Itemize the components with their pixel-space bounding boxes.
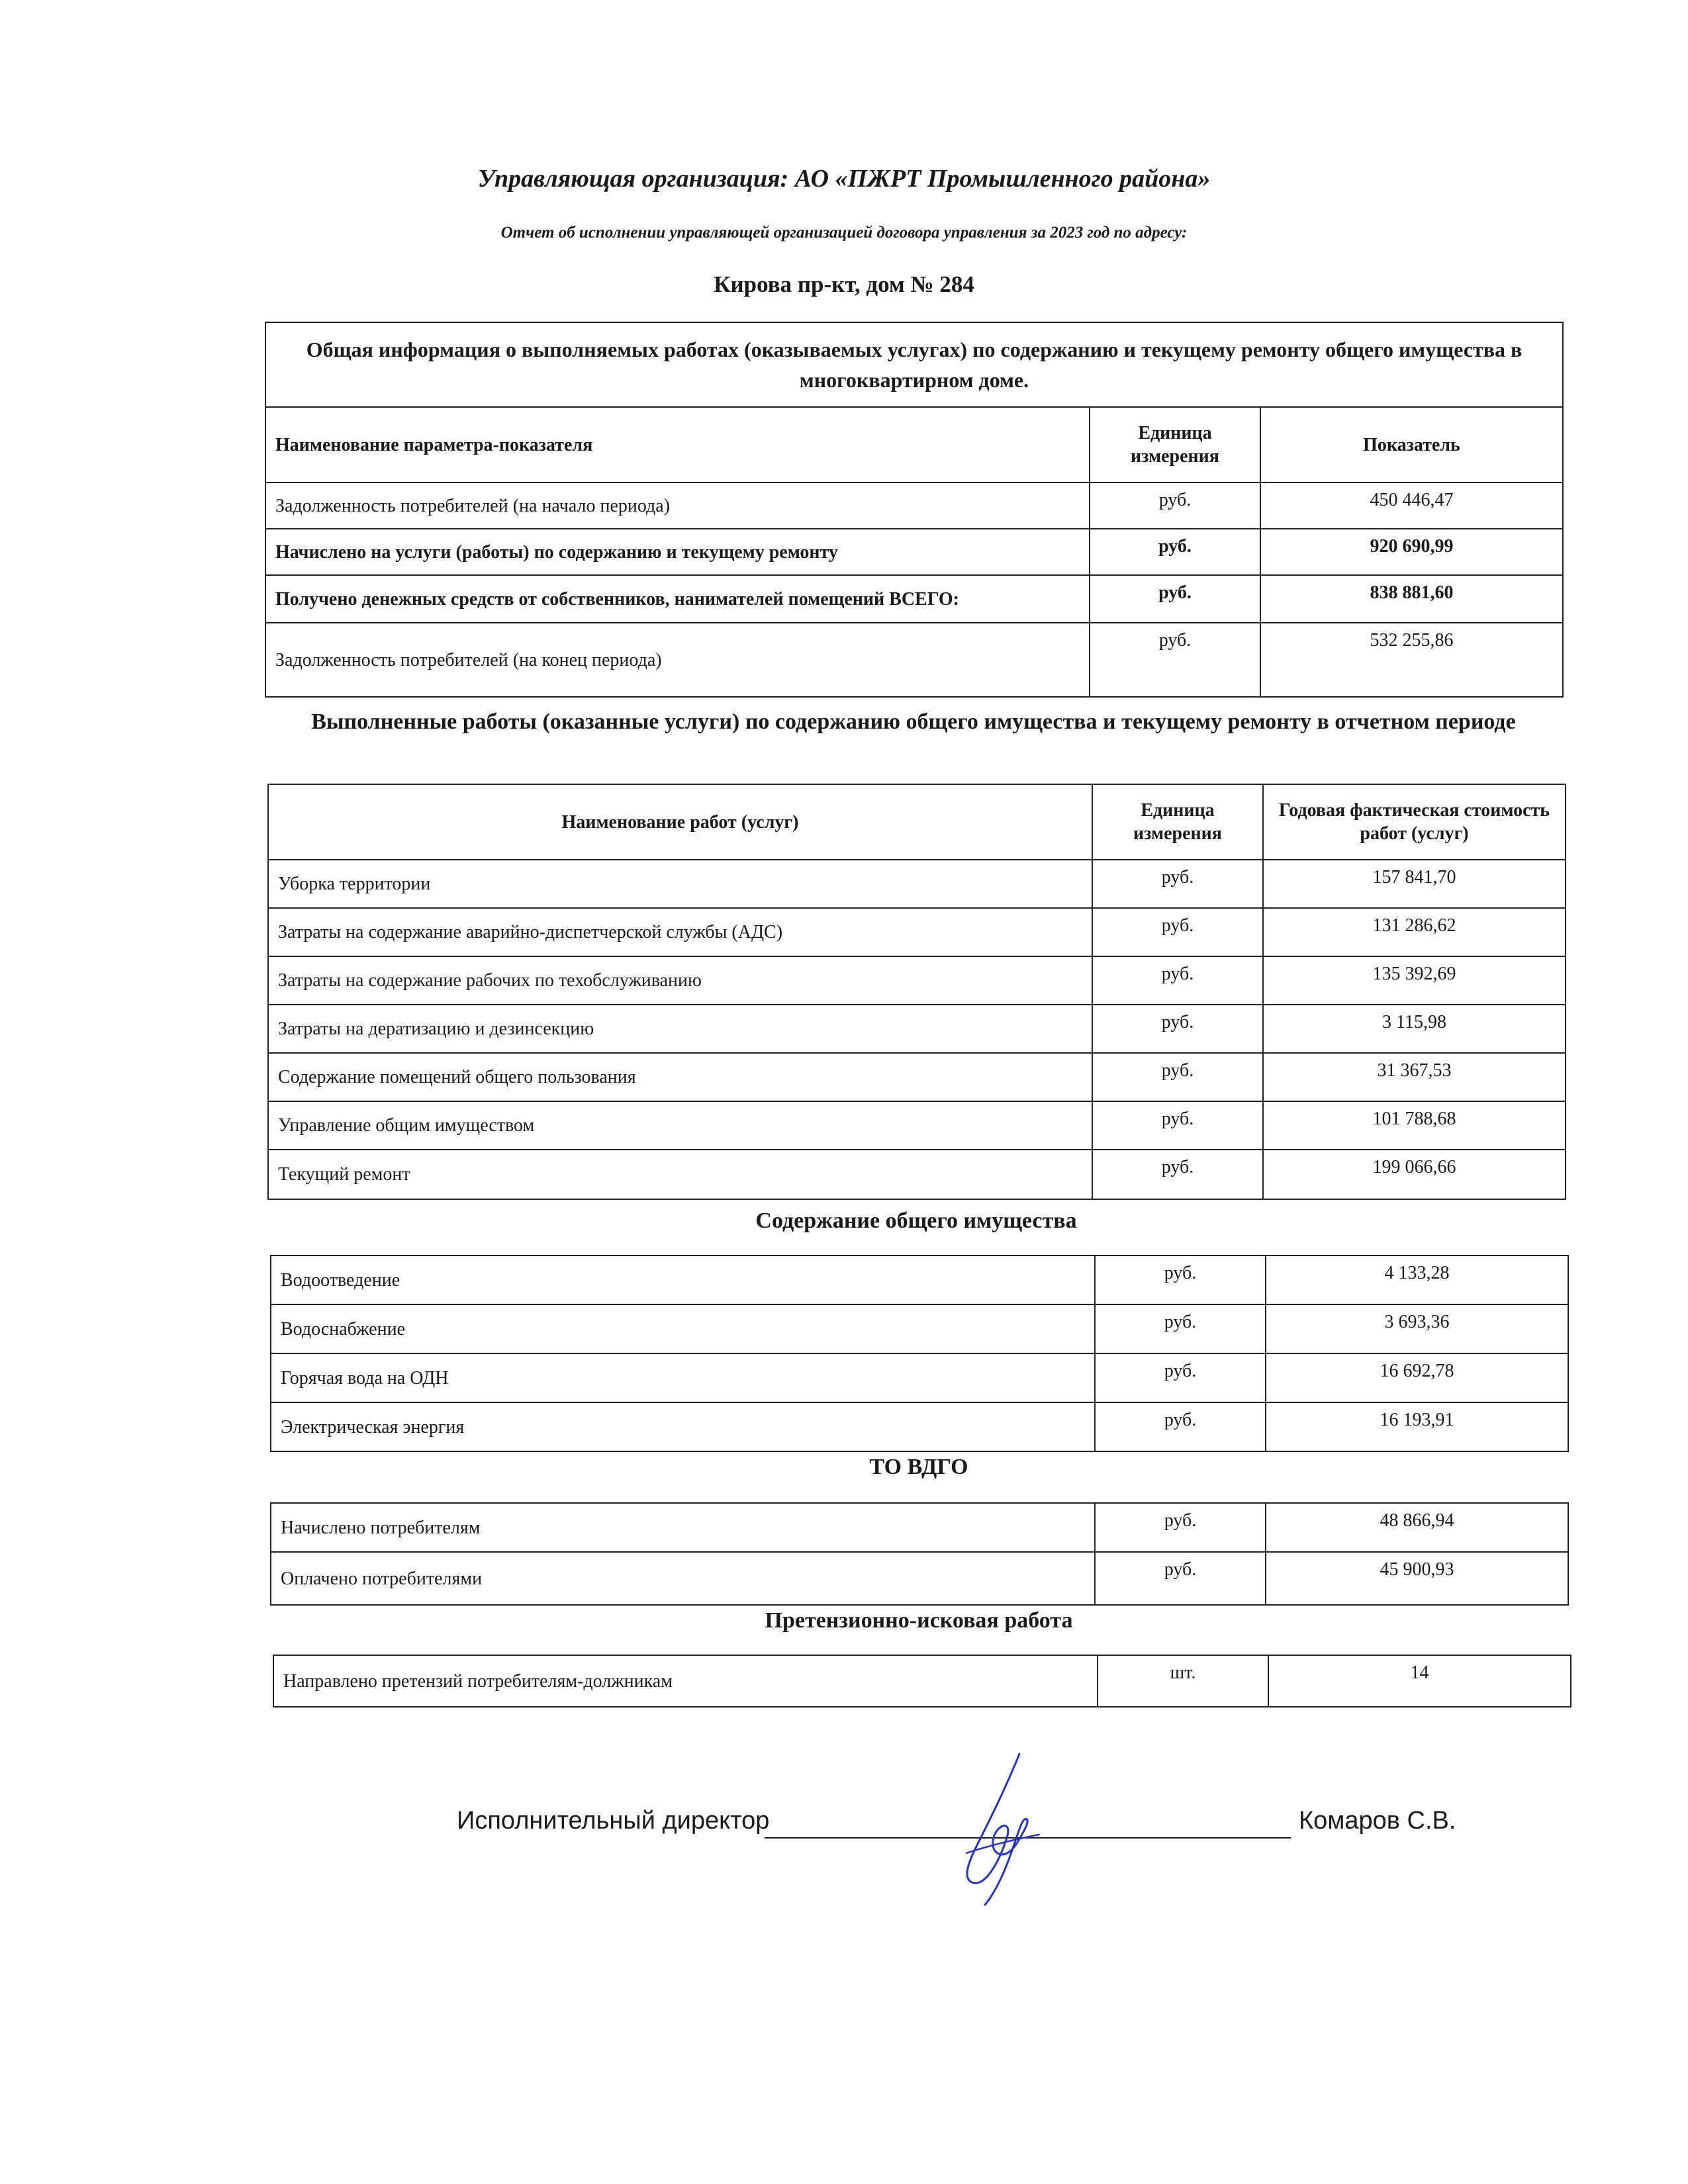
row-unit: руб. (1095, 1304, 1266, 1353)
row-name: Горячая вода на ОДН (271, 1353, 1095, 1402)
table-row (268, 1101, 1566, 1150)
column-header-unit: Единица измерения (1092, 784, 1263, 860)
row-name: Задолженность потребителей (на конец периода) (265, 623, 1090, 697)
row-value: 920 690,99 (1260, 529, 1563, 575)
row-value: 131 286,62 (1263, 908, 1566, 956)
row-unit: руб. (1090, 482, 1260, 529)
table-row (271, 1353, 1568, 1402)
row-unit: руб. (1090, 623, 1260, 697)
row-unit: руб. (1092, 1150, 1263, 1199)
row-value: 16 193,91 (1266, 1402, 1568, 1451)
row-unit: руб. (1092, 908, 1263, 956)
column-header-parameter: Наименование параметра-показателя (265, 407, 1090, 482)
address-heading: Кирова пр-кт, дом № 284 (714, 271, 974, 297)
table-row (265, 529, 1563, 575)
works-table (267, 784, 1566, 1200)
claims-title: Претензионно-исковая работа (765, 1608, 1073, 1633)
row-value: 157 841,70 (1263, 860, 1566, 908)
table-row (268, 908, 1566, 956)
row-name: Водоснабжение (271, 1304, 1095, 1353)
table-row (268, 1005, 1566, 1053)
table-row (268, 956, 1566, 1005)
table-row (265, 575, 1563, 623)
row-unit: руб. (1092, 956, 1263, 1005)
row-unit: руб. (1092, 1053, 1263, 1101)
row-value: 4 133,28 (1266, 1255, 1568, 1304)
row-name: Начислено на услуги (работы) по содержанию и текущему ремонту (265, 529, 1090, 575)
common-property-title: Содержание общего имущества (755, 1208, 1077, 1233)
handwritten-signature (927, 1747, 1072, 1906)
table-row (268, 1150, 1566, 1199)
table-row (268, 1053, 1566, 1101)
row-name: Получено денежных средств от собственников, нанимателей помещений ВСЕГО: (265, 575, 1090, 623)
row-name: Затраты на содержание рабочих по техобслуживанию (268, 956, 1092, 1005)
row-name: Содержание помещений общего пользования (268, 1053, 1092, 1101)
column-header-work-name: Наименование работ (услуг) (268, 784, 1092, 860)
table-row (265, 482, 1563, 529)
row-value: 45 900,93 (1266, 1552, 1568, 1605)
column-header-unit: Единица измерения (1090, 407, 1260, 482)
table-row (268, 860, 1566, 908)
row-name: Направлено претензий потребителям-должникам (273, 1655, 1098, 1707)
row-value: 838 881,60 (1260, 575, 1563, 623)
table-row (271, 1255, 1568, 1304)
row-unit: руб. (1095, 1402, 1266, 1451)
row-unit: руб. (1095, 1552, 1266, 1605)
general-info-table (265, 322, 1564, 698)
table-row (271, 1402, 1568, 1451)
row-name: Управление общим имуществом (268, 1101, 1092, 1150)
row-name: Оплачено потребителями (271, 1552, 1095, 1605)
signatory-name: Комаров С.В. (1299, 1807, 1456, 1835)
row-value: 450 446,47 (1260, 482, 1563, 529)
row-unit: шт. (1098, 1655, 1268, 1707)
row-unit: руб. (1095, 1255, 1266, 1304)
table-row (265, 623, 1563, 697)
general-info-caption: Общая информация о выполняемых работах (оказываемых услугах) по содержанию и текущему ремонту общего имущества в многоквартирном доме. (265, 322, 1563, 407)
signatory-position: Исполнительный директор (457, 1807, 770, 1835)
row-name: Начислено потребителям (271, 1503, 1095, 1552)
row-unit: руб. (1090, 575, 1260, 623)
row-value: 3 693,36 (1266, 1304, 1568, 1353)
row-name: Электрическая энергия (271, 1402, 1095, 1451)
row-name: Уборка территории (268, 860, 1092, 908)
row-unit: руб. (1095, 1503, 1266, 1552)
row-value: 199 066,66 (1263, 1150, 1566, 1199)
row-name: Затраты на содержание аварийно-диспетчерской службы (АДС) (268, 908, 1092, 956)
vdgo-table (270, 1502, 1569, 1606)
column-header-indicator: Показатель (1260, 407, 1563, 482)
row-value: 101 788,68 (1263, 1101, 1566, 1150)
row-value: 3 115,98 (1263, 1005, 1566, 1053)
row-name: Задолженность потребителей (на начало периода) (265, 482, 1090, 529)
row-value: 48 866,94 (1266, 1503, 1568, 1552)
row-unit: руб. (1092, 1101, 1263, 1150)
table-row (271, 1503, 1568, 1552)
row-value: 532 255,86 (1260, 623, 1563, 697)
row-value: 31 367,53 (1263, 1053, 1566, 1101)
table-row (271, 1304, 1568, 1353)
row-unit: руб. (1092, 1005, 1263, 1053)
common-property-table (270, 1255, 1569, 1452)
organization-title: Управляющая организация: АО «ПЖРТ Промышленного района» (477, 165, 1211, 193)
row-name: Водоотведение (271, 1255, 1095, 1304)
table-row (273, 1655, 1571, 1707)
row-unit: руб. (1095, 1353, 1266, 1402)
report-title: Отчет об исполнении управляющей организацией договора управления за 2023 год по адресу: (500, 224, 1188, 242)
column-header-annual-cost: Годовая фактическая стоимость работ (услуг) (1263, 784, 1566, 860)
row-name: Текущий ремонт (268, 1150, 1092, 1199)
vdgo-title: ТО ВДГО (869, 1455, 968, 1479)
row-value: 135 392,69 (1263, 956, 1566, 1005)
row-value: 16 692,78 (1266, 1353, 1568, 1402)
table-row (271, 1552, 1568, 1605)
claims-table (273, 1655, 1571, 1707)
works-section-title: Выполненные работы (оказанные услуги) по содержанию общего имущества и текущему ремонту в отчетном периоде (311, 709, 1516, 734)
row-unit: руб. (1092, 860, 1263, 908)
row-name: Затраты на дератизацию и дезинсекцию (268, 1005, 1092, 1053)
row-value: 14 (1268, 1655, 1571, 1707)
row-unit: руб. (1090, 529, 1260, 575)
